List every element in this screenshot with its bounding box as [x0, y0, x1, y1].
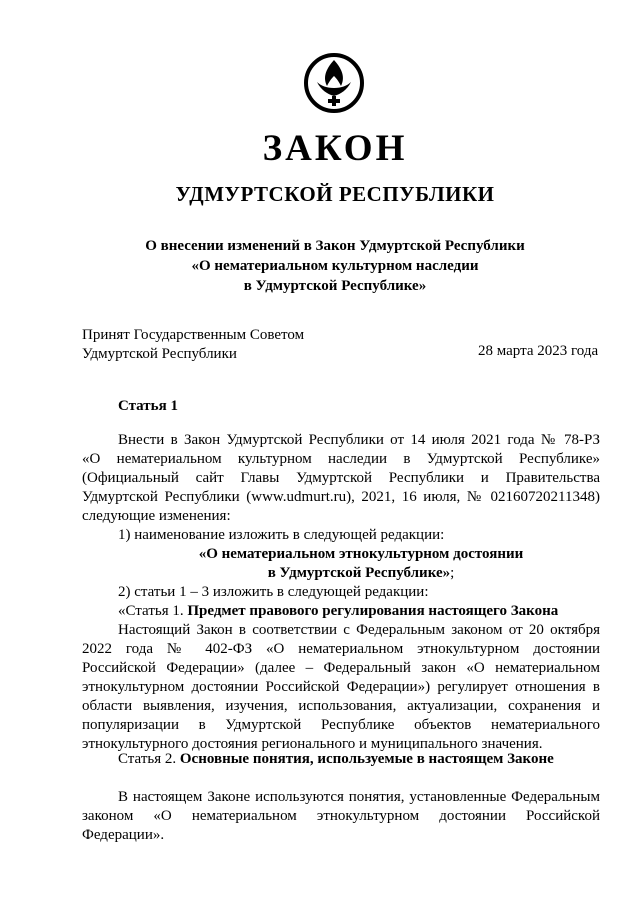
article-1-heading: Статья 1	[118, 398, 178, 414]
list-item: 2) статьи 1 – 3 изложить в следующей редакции:	[118, 584, 429, 600]
adoption-date: 28 марта 2023 года	[478, 343, 599, 359]
document-subtitle: УДМУРТСКОЙ РЕСПУБЛИКИ	[175, 182, 495, 206]
text-line: Настоящий Закон в соответствии с Федеральным законом от 20 октября	[118, 622, 600, 638]
law-name	[30, 236, 640, 296]
law-name-line: О внесении изменений в Закон Удмуртской Республики	[145, 238, 525, 254]
adoption-info	[82, 326, 304, 364]
list-item: 1) наименование изложить в следующей редакции:	[118, 527, 445, 543]
adoption-line: Удмуртской Республики	[82, 346, 237, 362]
text-line: этнокультурного достояния регионального и муниципального значения.	[82, 736, 543, 752]
new-name-line: «О нематериальном этнокультурном достоянии	[198, 546, 524, 562]
document-title: ЗАКОН	[262, 128, 408, 169]
article-1-intro	[82, 431, 600, 621]
text-line: Федерации».	[82, 827, 165, 843]
udmurt-emblem-icon	[303, 52, 365, 114]
text-line: Внести в Закон Удмуртской Республики от 14 июля 2021 года № 78-РЗ	[118, 432, 600, 448]
text-line: этнокультурном достоянии Российской Федерации») регулирует отношения в	[82, 679, 600, 695]
text-line: популяризации в Удмуртской Республике объектов нематериального	[82, 717, 600, 733]
text-line: законом «О нематериальном этнокультурном достоянии Российской	[82, 808, 600, 824]
law-name-line: в Удмуртской Республике»	[243, 278, 427, 294]
text-line: следующие изменения:	[82, 508, 231, 524]
text-line: (Официальный сайт Главы Удмуртской Республики и Правительства	[82, 470, 600, 486]
adoption-line: Принят Государственным Советом	[82, 327, 305, 343]
article-1-text	[82, 621, 600, 754]
law-name-line: «О нематериальном культурном наследии	[191, 258, 479, 274]
new-name-line: в Удмуртской Республике»;	[267, 565, 455, 581]
text-line: Удмуртской Республики (www.udmurt.ru), 2021, 16 июля, № 02160720211348)	[82, 489, 600, 505]
article-2-heading: Статья 2. Основные понятия, используемые в настоящем Законе	[118, 751, 554, 767]
text-line: Российской Федерации» (далее – Федеральный закон «О нематериальном	[82, 660, 600, 676]
article-2-text	[82, 788, 600, 845]
text-line: В настоящем Законе используются понятия, установленные Федеральным	[118, 789, 600, 805]
article-heading: «Статья 1. Предмет правового регулирования настоящего Закона	[118, 603, 559, 619]
text-line: «О нематериальном культурном наследии в Удмуртской Республике»	[82, 451, 600, 467]
text-line: 2022 года № 402-ФЗ «О нематериальном этнокультурном достоянии	[82, 641, 600, 657]
text-line: области выявления, изучения, использования, актуализации, сохранения и	[82, 698, 600, 714]
